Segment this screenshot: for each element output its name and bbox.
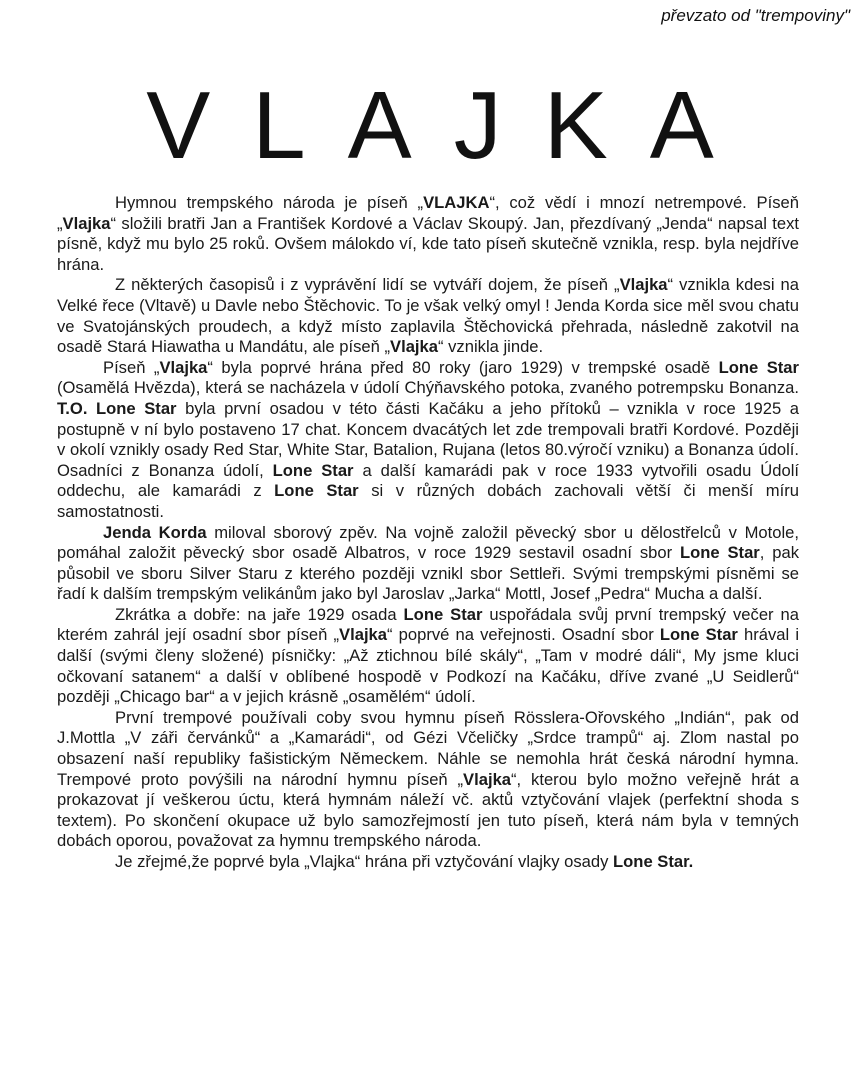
text-run: uspořádala svůj první trempský večer na kterém zahrál její osadní sbor píseň „ — [57, 604, 799, 645]
text-run: hrával i další (svými členy složené) písničky: „Až ztichnou bílé skály“, „Tam v modré dáli“, My jsme kluci očkovaní satanem“ a další v oblíbené hospodě v Podkozí na Kačáku, dříve zvané „U Seidlerů“ později „Chicago bar“ a v jejich krásně „osamělém“ údolí. — [57, 625, 800, 707]
bold-text: Jenda Korda — [103, 522, 207, 542]
paragraph — [57, 852, 799, 873]
text-run: Hymnou trempského národa je píseň „ — [115, 193, 424, 212]
article-body — [57, 193, 799, 873]
text-run: “, kterou bylo možno veřejně hrát a prokazovat jí veškerou úctu, která hymnám náleží vč. aktů vztyčování vlajek (perfektní shoda s textem). Po skončení okupace už bylo samozřejmostí jen tuto píseň, která nám byla v temných dobách oporou, považovat za hymnu trempského národa. — [57, 769, 799, 851]
bold-text: Vlajka — [463, 769, 512, 789]
text-run: Je zřejmé,že poprvé byla „Vlajka“ hrána při vztyčování vlajky osady — [115, 852, 614, 871]
bold-text: Lone Star — [679, 543, 760, 563]
bold-text: Lone Star — [659, 625, 738, 645]
bold-text: Lone Star. — [613, 852, 694, 871]
text-run: miloval sborový zpěv. Na vojně založil pěvecký sbor u dělostřelců v Motole, pomáhal založit pěvecký sbor osadě Albatros, v roce 1929 sestavil osadní sbor — [57, 522, 799, 563]
text-run: “ poprvé na veřejnosti. Osadní sbor — [387, 625, 660, 645]
paragraph — [57, 193, 799, 275]
bold-text: Vlajka — [339, 625, 388, 645]
bold-text: Lone Star — [718, 357, 799, 377]
text-run: Píseň „ — [103, 357, 160, 377]
bold-text: Lone Star — [274, 481, 359, 501]
text-run: byla první osadou v této části Kačáku a jeho přítoků – vznikla v roce 1925 a postupně v ní bylo postaveno 17 chat. Koncem dvacátých let zde trempovali bratři Kordové. Později v okolí vznikly osady Red Star, White Star, Batalion, Rujana (letos 80.výročí vzniku) a Bonanza údolí. Osadníci z Bonanza údolí, — [57, 398, 800, 480]
text-run: (Osamělá Hvězda), která se nacházela v údolí Chýňavského potoka, zvaného potrempsku Bonanza. — [57, 378, 799, 398]
bold-text: Lone Star — [272, 460, 354, 480]
text-run: “ vznikla kdesi na Velké řece (Vltavě) u Davle nebo Štěchovic. To je však velký omyl ! Jenda Korda sice měl svou chatu ve Svatojánských proudech, a když místo zaplavila Štěchovická přehrada, následně zakotvil na osadě Stará Hiawatha u Mandátu, ale píseň „ — [57, 275, 799, 357]
text-run: První trempové používali coby svou hymnu píseň Rösslera-Ořovského „Indián“, pak od J.Mottla „V záři červánků“ a „Kamarádi“, od Gézi Včeličky „Srdce trampů“ aj. Zlom nastal po obsazení naší republiky fašistickým Německem. Náhle se nemohla hrát česká národní hymna. Trempové proto povýšili na národní hymnu píseň „ — [57, 707, 799, 789]
text-run: “ byla poprvé hrána před 80 roky (jaro 1929) v trempské osadě — [207, 357, 719, 377]
text-run: “, což vědí i mnozí netrempové. Píseň „ — [57, 193, 799, 233]
bold-text: Lone Star — [403, 604, 483, 624]
page-title: VLAJKA — [146, 72, 756, 179]
paragraph — [57, 523, 799, 605]
text-run: “ složili bratři Jan a František Kordové a Václav Skoupý. Jan, přezdívaný „Jenda“ napsal text písně, když mu bylo 25 roků. Ovšem málokdo ví, kde tato píseň skutečně vznikla, resp. byla nejdříve hrána. — [57, 213, 799, 274]
bold-text: Vlajka — [62, 213, 111, 233]
bold-text: Vlajka — [159, 357, 208, 377]
bold-text: Vlajka — [390, 337, 438, 357]
text-run: “ vznikla jinde. — [438, 337, 544, 357]
bold-text: T.O. Lone Star — [57, 398, 177, 418]
text-run: Zkrátka a dobře: na jaře 1929 osada — [115, 604, 404, 624]
paragraph — [57, 358, 799, 523]
text-run: , pak působil ve sboru Silver Staru z kterého později vznikl sbor Settleři. Svými trempskými písněmi se řadí k dalším trempským velikánům jako byl Jaroslav „Jarka“ Mottl, Josef „Pedra“ Mucha a další. — [57, 543, 799, 604]
paragraph — [57, 708, 799, 852]
text-run: a další kamarádi pak v roce 1933 vytvořili osadu Údolí oddechu, ale kamarádi z — [57, 460, 800, 501]
paragraph — [57, 275, 799, 357]
bold-text: VLAJKA — [423, 193, 490, 212]
text-run: si v různých dobách zachovali větší či menší míru samostatnosti. — [57, 481, 799, 521]
text-run: Z některých časopisů i z vyprávění lidí se vytváří dojem, že píseň „ — [115, 275, 620, 295]
source-credit: převzato od "trempoviny" — [661, 6, 850, 25]
bold-text: Vlajka — [619, 275, 668, 295]
paragraph — [57, 605, 799, 708]
